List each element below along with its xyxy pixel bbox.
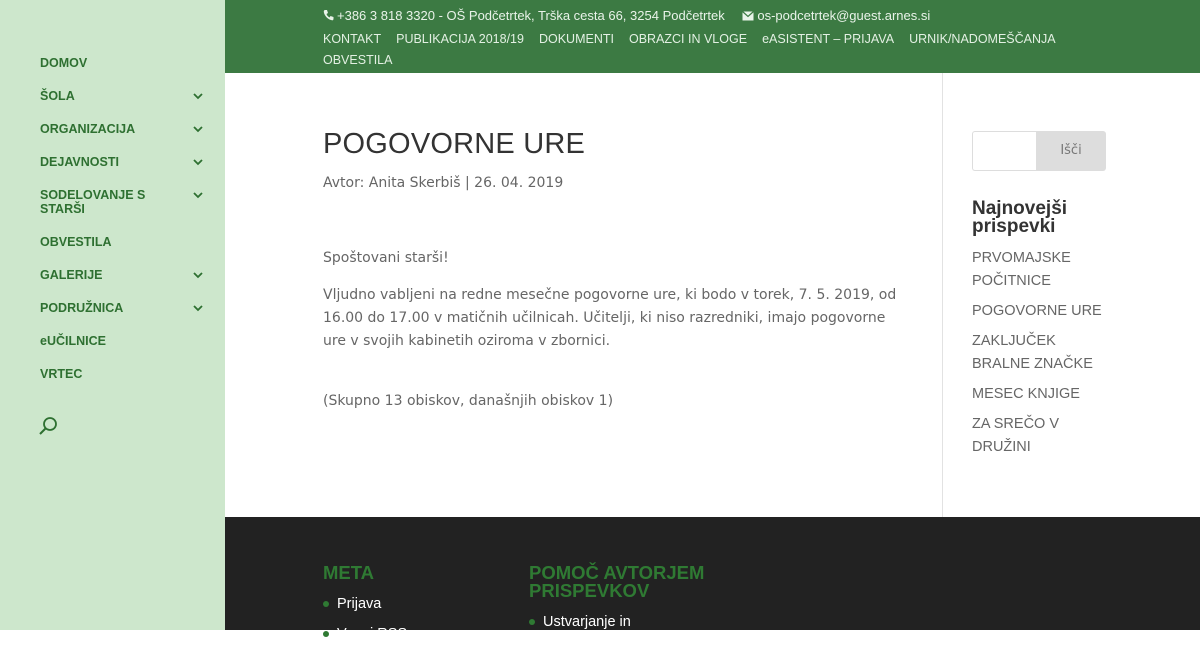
sidebar-item-label: GALERIJE <box>40 268 103 282</box>
sidebar-item-label: ŠOLA <box>40 89 75 103</box>
chevron-down-icon[interactable] <box>191 89 205 103</box>
sidebar-item-label: SODELOVANJE S STARŠI <box>40 188 146 216</box>
sidebar-nav <box>0 0 225 630</box>
sidebar-item[interactable] <box>40 301 205 315</box>
footer-link[interactable]: Ustvarjanje in <box>529 613 631 631</box>
top-menu-item[interactable]: OBRAZCI IN VLOGE <box>628 32 748 46</box>
footer-link[interactable]: Prijava <box>323 595 407 613</box>
search-form <box>972 131 1106 171</box>
footer-meta-title: META <box>323 562 375 583</box>
recent-post-link[interactable]: POGOVORNE URE <box>972 303 1102 319</box>
sidebar-item-label: DEJAVNOSTI <box>40 155 119 169</box>
chevron-down-icon[interactable] <box>191 122 205 136</box>
recent-post-link[interactable]: PRVOMAJSKE POČITNICE <box>972 250 1071 289</box>
sidebar-item[interactable] <box>40 188 205 216</box>
contact-text: +386 3 818 3320 - OŠ Podčetrtek, Trška cesta 66, 3254 Podčetrtek <box>337 8 725 23</box>
footer <box>225 517 1200 642</box>
sidebar-item[interactable] <box>40 89 205 103</box>
recent-posts-list <box>972 247 1112 466</box>
sidebar-menu <box>40 56 205 400</box>
sidebar-item[interactable] <box>40 122 205 136</box>
sidebar-divider <box>942 73 943 517</box>
sidebar-item-label: DOMOV <box>40 56 88 70</box>
top-menu-item[interactable]: eASISTENT – PRIJAVA <box>762 32 895 46</box>
search-button[interactable]: Išči <box>1036 131 1106 171</box>
footer-help-title: POMOČ AVTORJEM PRISPEVKOV <box>529 562 705 601</box>
footer-link[interactable]: Vnosi RSS <box>323 625 407 643</box>
recent-post-link[interactable]: ZA SREČO V DRUŽINI <box>972 416 1060 455</box>
visit-counter: (Skupno 13 obiskov, današnjih obiskov 1) <box>323 393 614 409</box>
top-bar <box>225 0 1200 73</box>
sidebar-item[interactable] <box>40 155 205 169</box>
top-menu-item[interactable]: PUBLIKACIJA 2018/19 <box>396 32 524 46</box>
recent-post-link[interactable]: MESEC KNJIGE <box>972 386 1080 402</box>
search-icon[interactable] <box>38 416 60 438</box>
sidebar-item-label: VRTEC <box>40 367 83 381</box>
top-menu <box>323 29 1083 71</box>
chevron-down-icon[interactable] <box>191 301 205 315</box>
chevron-down-icon[interactable] <box>191 188 205 202</box>
footer-help-list <box>529 613 631 643</box>
top-menu-item[interactable]: OBVESTILA <box>323 53 393 67</box>
sidebar-item[interactable] <box>40 268 205 282</box>
body-paragraph: Vljudno vabljeni na redne mesečne pogovorne ure, ki bodo v torek, 7. 5. 2019, od 16.00 do 17.00 v matičnih učilnicah. Učitelji, ki niso razredniki, imajo pogovorne ure v svojih kabinetih oziroma v zbornici. <box>323 287 897 349</box>
sidebar-item-label: eUČILNICE <box>40 334 106 348</box>
chevron-down-icon[interactable] <box>191 155 205 169</box>
page-title: POGOVORNE URE <box>323 128 586 160</box>
sidebar-item[interactable] <box>40 367 205 381</box>
search-input[interactable] <box>972 131 1036 171</box>
contact-info <box>323 8 930 24</box>
footer-meta-list <box>323 595 407 655</box>
sidebar-item[interactable] <box>40 334 205 348</box>
email-link[interactable]: os-podcetrtek@guest.arnes.si <box>757 8 931 23</box>
mail-icon <box>742 9 754 24</box>
article <box>323 128 903 413</box>
chevron-down-icon[interactable] <box>191 268 205 282</box>
top-menu-item[interactable]: KONTAKT <box>323 32 382 46</box>
phone-icon <box>323 9 334 24</box>
post-meta: Avtor: Anita Skerbiš | 26. 04. 2019 <box>323 175 564 191</box>
sidebar-item[interactable] <box>40 235 205 249</box>
sidebar-item-label: ORGANIZACIJA <box>40 122 136 136</box>
top-menu-item[interactable]: DOKUMENTI <box>538 32 614 46</box>
sidebar-item[interactable] <box>40 56 205 70</box>
sidebar-item-label: OBVESTILA <box>40 235 112 249</box>
sidebar-item-label: PODRUŽNICA <box>40 301 124 315</box>
recent-posts-title: Najnovejši prispevki <box>972 198 1068 237</box>
greeting-paragraph: Spoštovani starši! <box>323 250 449 266</box>
recent-post-link[interactable]: ZAKLJUČEK BRALNE ZNAČKE <box>972 333 1093 372</box>
top-menu-item[interactable]: URNIK/NADOMEŠČANJA <box>909 32 1056 46</box>
